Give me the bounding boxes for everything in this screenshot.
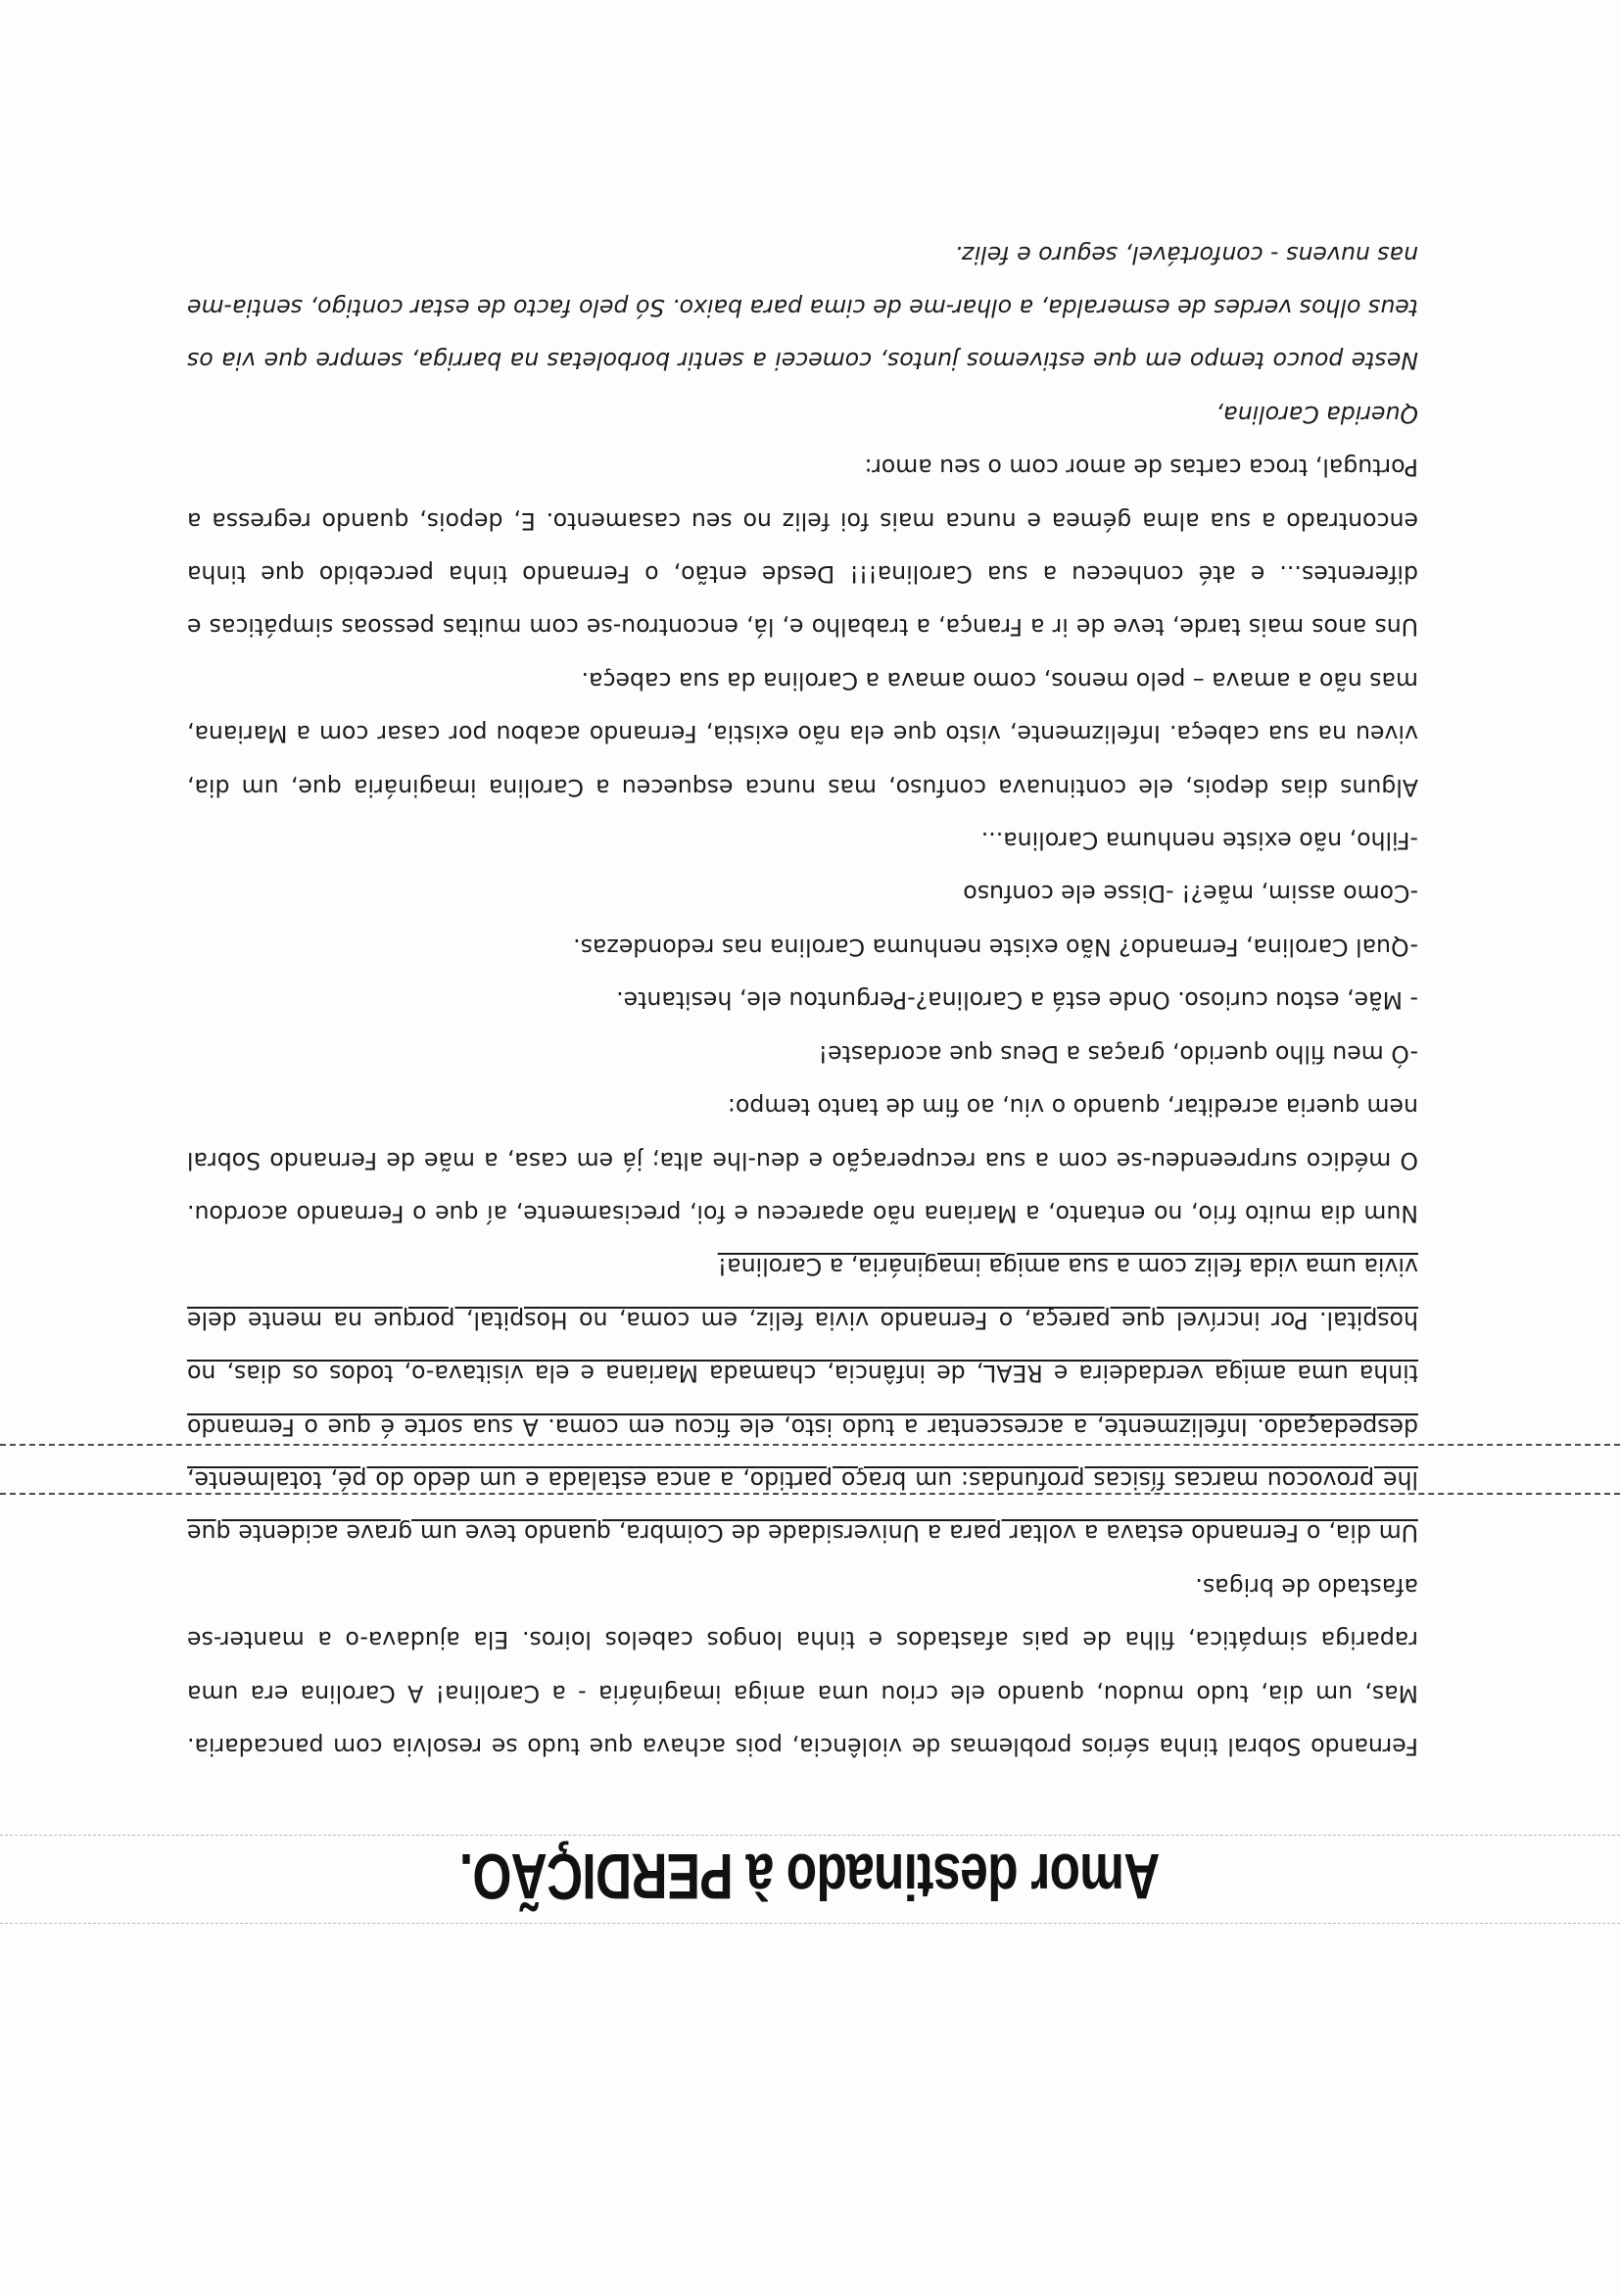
paragraph-awakening: Num dia muito frio, no entanto, a Mariana não apareceu e foi, precisamente, aí que o Fernando acordou. O médico surpreendeu-se com a sua recuperação e deu-lhe alta; já em casa, a mãe de Fernando Sobral nem queria acreditar, quando o viu, ao fim de tanto tempo: xyxy=(187,1093,1418,1227)
dialogue-line: -Ó meu filho querido, graças a Deus que acordaste! xyxy=(818,1039,1418,1068)
scan-artifact-line xyxy=(0,1835,1620,1836)
document-title: Amor destinado à PERDIÇÃO. xyxy=(459,1841,1161,1913)
letter-salutation: Querida Carolina, xyxy=(1215,400,1418,428)
story-body xyxy=(187,227,1418,1773)
paragraph-france: Uns anos mais tarde, teve de ir a França, a trabalho e, lá, encontrou-se com muitas pessoas simpáticas e diferentes... e até conheceu a sua Carolina!!! Desde então, o Fernando tinha percebido que tinha encontrado a sua alma gémea e nunca mais foi feliz no seu casamento. E, depois, quando regressa a Portugal, troca cartas de amor com o seu amor: xyxy=(187,454,1418,642)
dialogue-line: -Como assim, mãe?! -Disse ele confuso xyxy=(963,880,1418,908)
dialogue-line: -Filho, não existe nenhuma Carolina... xyxy=(980,827,1418,855)
paragraph-intro: Fernando Sobral tinha sérios problemas de violência, pois achava que tudo se resolvia com pancadaria. Mas, um dia, tudo mudou, quando ele criou uma amiga imaginária - a Carolina! A Carolina era uma rapariga simpática, filha de pais afastados e tinha longos cabelos loiros. Ela ajudava-o a manter-se afastado de brigas. xyxy=(187,1572,1418,1760)
paragraph-accident: Um dia, o Fernando estava a voltar para a Universidade de Coimbra, quando teve um grave acidente que lhe provocou marcas físicas profundas: um braço partido, a anca estalada e um dedo do pé, totalmente, despedaçado. Infelizmente, a acrescentar a tudo isto, ele ficou em coma. A sua sorte é que o Fernando tinha uma amiga verdadeira e REAL, de infância, chamada Mariana e ela visitava-o, todos os dias, no hospital. Por incrível que pareça, o Fernando vivia feliz, em coma, no Hospital, porque na mente dele vivia uma vida feliz com a sua amiga imaginária, a Carolina! xyxy=(187,1253,1418,1548)
scan-artifact-line xyxy=(0,1923,1620,1924)
paragraph-marriage: Alguns dias depois, ele continuava confuso, mas nunca esqueceu a Carolina imaginária que, um dia, viveu na sua cabeça. Infelizmente, visto que ela não existia, Fernando acabou por casar com a Mariana, mas não a amava – pelo menos, como amava a Carolina da sua cabeça. xyxy=(187,666,1418,801)
dialogue-line: - Mãe, estou curioso. Onde está a Carolina?-Perguntou ele, hesitante. xyxy=(616,986,1418,1015)
letter-body: Neste pouco tempo em que estivemos juntos, comecei a sentir borboletas na barriga, sempre que via os teus olhos verdes de esmeralda, a olhar-me de cima para baixo. Só pelo facto de estar contigo, sentia-me nas nuvens - confortável, seguro e feliz. xyxy=(187,240,1418,375)
dialogue-line: -Qual Carolina, Fernando? Não existe nenhuma Carolina nas redondezas. xyxy=(573,933,1418,961)
